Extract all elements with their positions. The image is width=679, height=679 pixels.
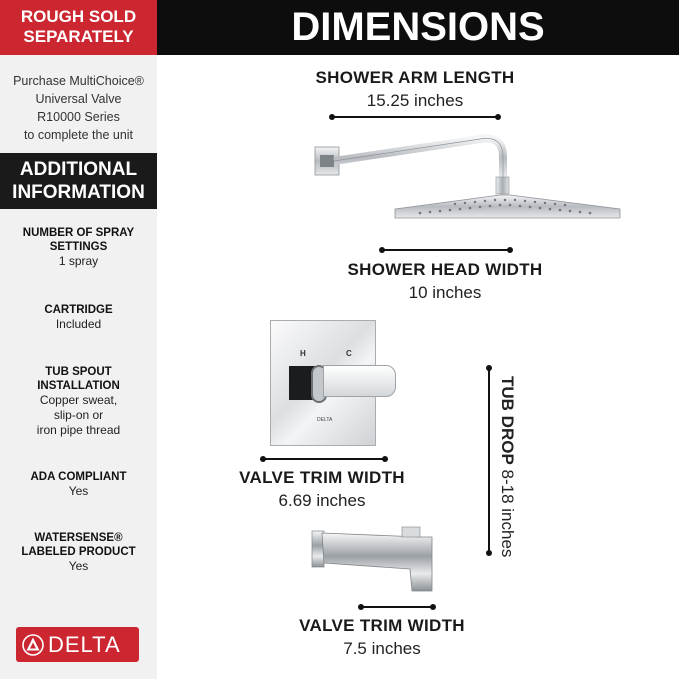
rough-sold-banner [0, 0, 157, 55]
purchase-line-4: to complete the unit [23, 128, 134, 142]
info-value: iron pipe thread [36, 423, 121, 437]
shower-head-illustration [300, 125, 630, 230]
delta-logo [16, 627, 139, 662]
info-sidebar [0, 0, 157, 679]
info-tub-spout [0, 365, 157, 438]
purchase-line-1: Purchase MultiChoice® [13, 74, 144, 88]
spout-dimension-line [360, 606, 434, 608]
info-label: ADA COMPLIANT [30, 471, 127, 483]
tubdrop-value: 8-18 inches [498, 469, 517, 558]
valve-handle-lever [323, 365, 396, 397]
info-label: INSTALLATION [37, 380, 120, 392]
arm-title: SHOWER ARM LENGTH [315, 68, 515, 87]
info-value: Yes [68, 559, 89, 573]
info-label: TUB SPOUT [45, 366, 112, 378]
info-value: slip-on or [53, 408, 104, 422]
hot-indicator: H [300, 349, 306, 358]
info-watersense [0, 531, 157, 574]
delta-triangle-icon [22, 634, 44, 656]
info-value: Included [55, 317, 102, 331]
info-label: LABELED PRODUCT [21, 546, 136, 558]
info-ada [0, 470, 157, 499]
tubdrop-dimension-line [488, 367, 490, 554]
info-label: CARTRIDGE [44, 304, 113, 316]
cold-indicator: C [346, 349, 352, 358]
head-dimension-line [381, 249, 511, 251]
head-title: SHOWER HEAD WIDTH [347, 260, 543, 279]
info-label: WATERSENSE® [34, 532, 123, 544]
purchase-line-2: Universal Valve [35, 92, 122, 106]
arm-value: 15.25 inches [366, 91, 464, 110]
valve-value: 6.69 inches [278, 491, 366, 510]
info-label: SETTINGS [49, 241, 108, 253]
tubdrop-caption [497, 376, 517, 557]
info-spray-settings [0, 226, 157, 269]
info-value: Copper sweat, [39, 393, 118, 407]
valve-caption [222, 468, 422, 511]
arm-dimension-line [331, 116, 499, 118]
valve-brand-mark: DELTA [317, 417, 333, 423]
additional-line-2: INFORMATION [12, 182, 145, 203]
tubdrop-title: TUB DROP [498, 376, 517, 465]
arm-caption [300, 68, 530, 111]
head-value: 10 inches [408, 283, 482, 302]
tub-spout-illustration [310, 525, 440, 597]
rough-line-1: ROUGH SOLD [20, 7, 137, 26]
rough-line-2: SEPARATELY [23, 27, 134, 46]
additional-line-1: ADDITIONAL [19, 159, 138, 180]
head-caption [335, 260, 555, 303]
purchase-note [0, 72, 157, 144]
info-cartridge [0, 303, 157, 332]
valve-trim-plate [270, 320, 376, 446]
spout-title: VALVE TRIM WIDTH [299, 616, 465, 635]
spout-value: 7.5 inches [343, 639, 421, 658]
info-value: Yes [68, 484, 89, 498]
valve-dimension-line [262, 458, 386, 460]
page-title: DIMENSIONS [157, 0, 679, 55]
info-label: NUMBER OF SPRAY [22, 227, 135, 239]
valve-title: VALVE TRIM WIDTH [239, 468, 405, 487]
additional-information-banner [0, 153, 157, 209]
info-value: 1 spray [58, 254, 99, 268]
spout-caption [282, 616, 482, 659]
purchase-line-3: R10000 Series [37, 110, 120, 124]
delta-wordmark: DELTA [48, 631, 121, 657]
